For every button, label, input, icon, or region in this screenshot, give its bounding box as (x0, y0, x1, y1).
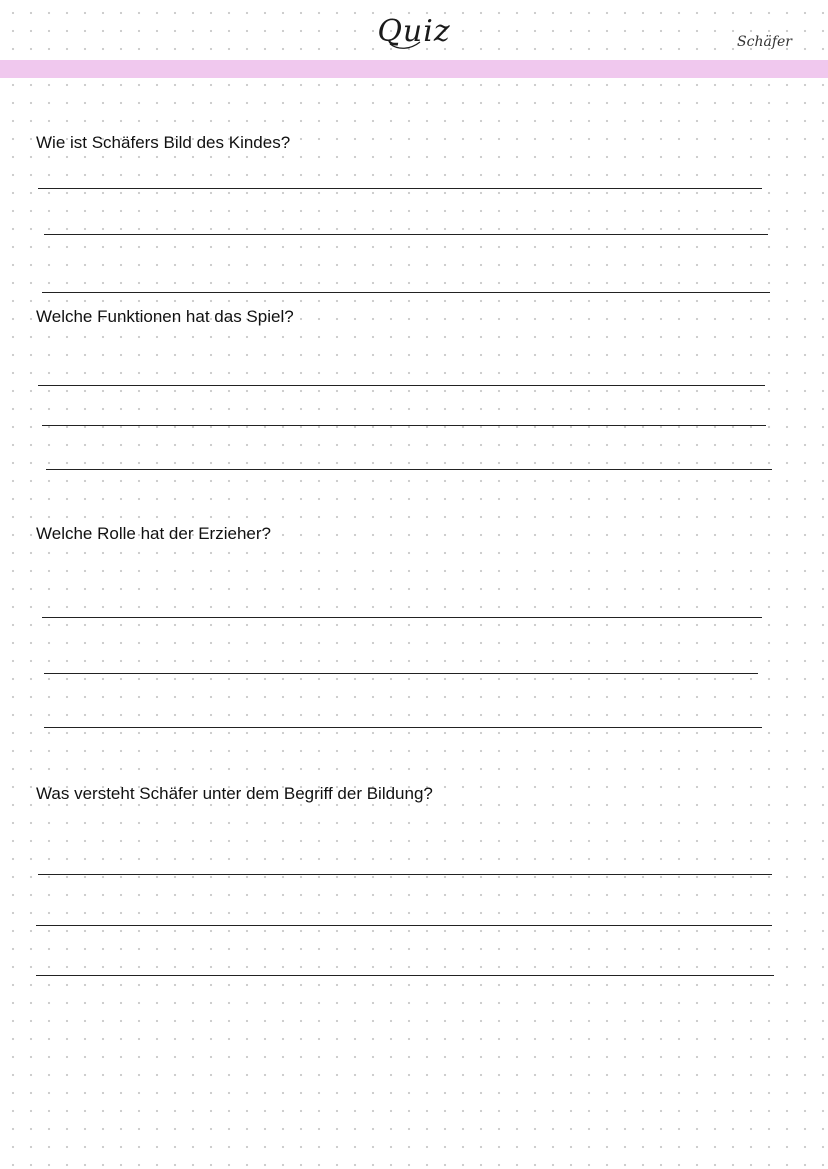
answer-line-3-3[interactable] (44, 727, 762, 728)
question-3: Welche Rolle hat der Erzieher? (36, 524, 271, 543)
page-title: Quiz (377, 14, 451, 49)
answer-line-3-1[interactable] (42, 617, 762, 618)
question-4: Was versteht Schäfer unter dem Begriff der Bildung? (36, 784, 433, 803)
answer-line-2-1[interactable] (38, 385, 765, 386)
answer-line-4-2[interactable] (36, 925, 772, 926)
author-name: Schäfer (737, 34, 792, 50)
answer-line-2-3[interactable] (46, 469, 772, 470)
answer-line-1-1[interactable] (38, 188, 762, 189)
answer-line-1-2[interactable] (44, 234, 768, 235)
title-swash-decoration (388, 40, 422, 50)
header-band (0, 60, 828, 78)
question-2: Welche Funktionen hat das Spiel? (36, 307, 294, 326)
answer-line-1-3[interactable] (42, 292, 770, 293)
answer-line-2-2[interactable] (42, 425, 766, 426)
answer-line-4-3[interactable] (36, 975, 774, 976)
question-1: Wie ist Schäfers Bild des Kindes? (36, 133, 291, 152)
answer-line-3-2[interactable] (44, 673, 758, 674)
answer-line-4-1[interactable] (38, 874, 772, 875)
